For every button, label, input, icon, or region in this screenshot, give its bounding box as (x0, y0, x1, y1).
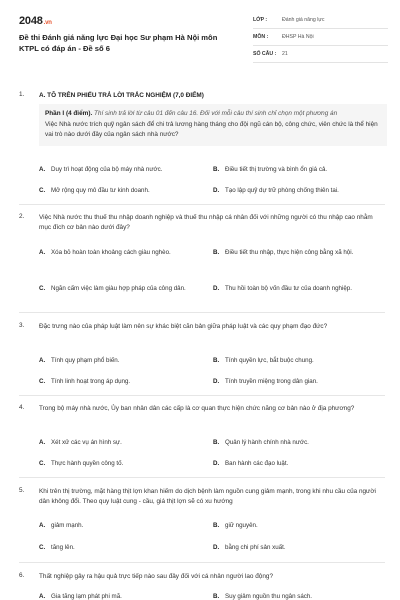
option-d[interactable]: D. Tạo lập quỹ dự trữ phòng chống thiên tai. (213, 187, 339, 194)
question-1-passage (39, 104, 387, 146)
meta-key: SỐ CÂU : (253, 51, 277, 57)
option-a[interactable]: A. Xét xử các vụ án hình sự. (39, 439, 122, 446)
option-b[interactable]: B. Điều tiết thị trường và bình ổn giá cả. (213, 166, 328, 173)
logo-main: 2048 (19, 15, 43, 27)
option-d[interactable]: D. Tính truyền miệng trong dân gian. (213, 378, 318, 385)
option-b[interactable]: B. Suy giảm nguồn thu ngân sách. (213, 593, 313, 600)
option-b[interactable]: B. Tính quyền lực, bắt buộc chung. (213, 357, 314, 364)
meta-value: ĐHSP Hà Nội (282, 34, 314, 40)
divider (19, 204, 385, 205)
question-stem: Thất nghiệp gây ra hậu quả trực tiếp nào sau đây đối với cá nhân người lao động? (39, 573, 274, 580)
option-a[interactable]: A. Gia tăng lạm phát phi mã. (39, 593, 122, 600)
question-stem: Trong bộ máy nhà nước, Ủy ban nhân dân các cấp là cơ quan thực hiện chức năng cơ bản nào ở địa phương? (39, 405, 355, 412)
option-c[interactable]: C. Mở rộng quy mô đầu tư kinh doanh. (39, 187, 150, 194)
option-b[interactable]: B. Điều tiết thu nhập, thực hiện công bằng xã hội. (213, 249, 354, 256)
option-d[interactable]: D. bằng chi phí sản xuất. (213, 544, 286, 551)
option-a[interactable]: A. Duy trì hoạt động của bộ máy nhà nước. (39, 166, 163, 173)
section-heading: A. TÔ TRÊN PHIẾU TRẢ LỜI TRẮC NGHIỆM (7,0 ĐIỂM) (39, 92, 204, 99)
part-instructions (45, 109, 381, 119)
question-stem: Khi trên thị trường, mặt hàng thịt lợn khan hiếm do dịch bệnh làm nguồn cung giảm mạnh, trong khi nhu cầu của người dân không đổi. Theo quy luật cung - cầu, giá thịt lợn sẽ có xu hướng (39, 488, 376, 505)
divider (19, 395, 385, 396)
option-a[interactable]: A. giảm mạnh. (39, 522, 84, 529)
meta-value: Đánh giá năng lực (282, 17, 325, 23)
question-number: 5. (19, 487, 25, 494)
page-header (0, 0, 400, 78)
option-d[interactable]: D. Thu hồi toàn bộ vốn đầu tư của doanh nghiệp. (213, 285, 352, 292)
part-instruction-text: Thí sinh trả lời từ câu 01 đến câu 16. Đối với mỗi câu thí sinh chỉ chọn một phương án (92, 110, 338, 117)
meta-key: LỚP : (253, 17, 268, 23)
divider (19, 312, 385, 313)
option-c[interactable]: C. tăng lên. (39, 544, 75, 551)
option-c[interactable]: C. Thực hành quyền công tố. (39, 460, 124, 467)
divider (19, 477, 385, 478)
question-number: 4. (19, 404, 25, 411)
option-c[interactable]: C. Tính linh hoạt trong áp dụng. (39, 378, 131, 385)
meta-value: 21 (282, 51, 288, 57)
meta-row-subject (253, 29, 388, 46)
site-logo[interactable] (19, 15, 52, 27)
option-a[interactable]: A. Xóa bỏ hoàn toàn khoảng cách giàu nghèo. (39, 249, 171, 256)
part-label: Phần I (4 điểm). (45, 110, 93, 117)
question-number: 6. (19, 572, 25, 579)
option-b[interactable]: B. giữ nguyên. (213, 522, 258, 529)
option-d[interactable]: D. Ban hành các đạo luật. (213, 460, 289, 467)
question-number: 2. (19, 213, 25, 220)
question-stem: Việc Nhà nước trích quỹ ngân sách để chi trả lương hàng tháng cho đội ngũ cán bộ, công chức, viên chức là thể hiện vai trò nào dưới đây của ngân sách nhà nước? (45, 121, 378, 138)
document-title: Đề thi Đánh giá năng lực Đại học Sư phạm Hà Nội môn KTPL có đáp án - Đề số 6 (19, 33, 218, 53)
divider (19, 562, 385, 563)
question-number: 1. (19, 91, 25, 98)
question-stem: Đặc trưng nào của pháp luật làm nên sự khác biệt căn bản giữa pháp luật và các quy phạm đạo đức? (39, 323, 328, 330)
option-b[interactable]: B. Quản lý hành chính nhà nước. (213, 439, 309, 446)
option-a[interactable]: A. Tính quy phạm phổ biến. (39, 357, 120, 364)
meta-key: MÔN : (253, 34, 269, 40)
question-number: 3. (19, 322, 25, 329)
logo-suffix: .vn (43, 20, 52, 26)
question-stem: Việc Nhà nước thu thuế thu nhập doanh nghiệp và thuế thu nhập cá nhân đối với những người có thu nhập cao nhằm mục đích cơ bản nào dưới đây? (39, 214, 373, 231)
meta-row-count (253, 46, 388, 63)
meta-row-class (253, 12, 388, 29)
option-c[interactable]: C. Ngăn cấm việc làm giàu hợp pháp của công dân. (39, 285, 186, 292)
